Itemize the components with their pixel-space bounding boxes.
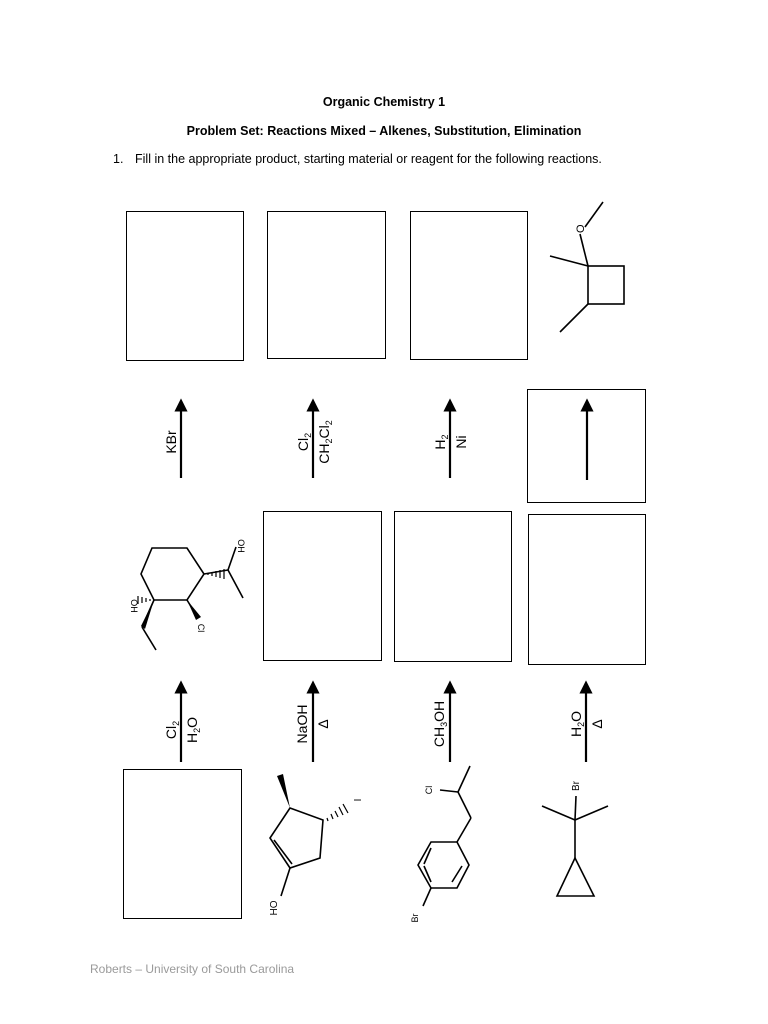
atom-label-ho: HO (269, 900, 280, 916)
question-text: Fill in the appropriate product, starting material or reagent for the following reactions. (135, 152, 602, 166)
reagent-h2 (432, 434, 450, 449)
bond-wedge (141, 600, 154, 629)
bond-hash-iodo (327, 804, 348, 821)
molecule-methoxy-cyclobutane (550, 202, 624, 332)
reagent-ch2cl2 (316, 420, 334, 464)
page-title: Organic Chemistry 1 (322, 95, 446, 109)
svg-text:CH3OH: $CH_3OH$ (431, 700, 449, 748)
question-number: 1. (113, 152, 124, 166)
atom-label-oh: OH (129, 599, 139, 613)
atom-label-oh: OH (236, 539, 246, 553)
svg-text:Cl2: $Cl_2$ (295, 432, 313, 452)
svg-text:CH2Cl2: $CH_2Cl_2$ (316, 420, 334, 464)
reagent-ni (453, 435, 469, 448)
footer: Roberts – University of South Carolina (90, 962, 295, 976)
atom-label-i: I (351, 798, 362, 802)
reagent-delta-a (315, 719, 331, 728)
atom-label-br: Br (571, 781, 582, 791)
svg-text:Δ: Δ (315, 719, 331, 729)
svg-text:NaOH: NaOH (294, 704, 310, 744)
reagent-naoh (294, 705, 310, 744)
atom-label-br: Br (410, 913, 420, 923)
page-subtitle: Problem Set: Reactions Mixed – Alkenes, Substitution, Elimination (186, 124, 582, 138)
svg-text:H2: $H_2$ (432, 434, 450, 450)
molecule-iodo-cyclopentenol (270, 808, 323, 896)
svg-text:KBr: KBr (163, 430, 179, 454)
molecule-bromo-cyclopropane (542, 796, 608, 896)
svg-text:H2O: $H_2O$ (568, 710, 586, 738)
reagent-h2o-b (568, 711, 586, 737)
svg-text:Ni: Ni (453, 435, 469, 449)
reagent-h2o-a (184, 717, 202, 743)
bond-wedge (187, 600, 201, 620)
atom-label-cl: Cl (196, 623, 206, 633)
molecule-chlorocyclohexanol (141, 547, 243, 650)
svg-text:Δ: Δ (589, 719, 605, 729)
reagent-delta-b (589, 719, 605, 728)
atom-label-o: O (575, 224, 587, 233)
bond-wedge (277, 774, 290, 808)
reagent-ch3oh (431, 701, 449, 747)
reagent-cl2 (295, 433, 313, 451)
svg-text:H2O: $H_2O$ (184, 716, 202, 744)
svg-text:Cl2: $Cl_2$ (163, 720, 181, 740)
reagent-cl2-b (163, 721, 181, 739)
atom-label-cl: Cl (424, 785, 434, 795)
reagent-kbr (163, 430, 179, 454)
